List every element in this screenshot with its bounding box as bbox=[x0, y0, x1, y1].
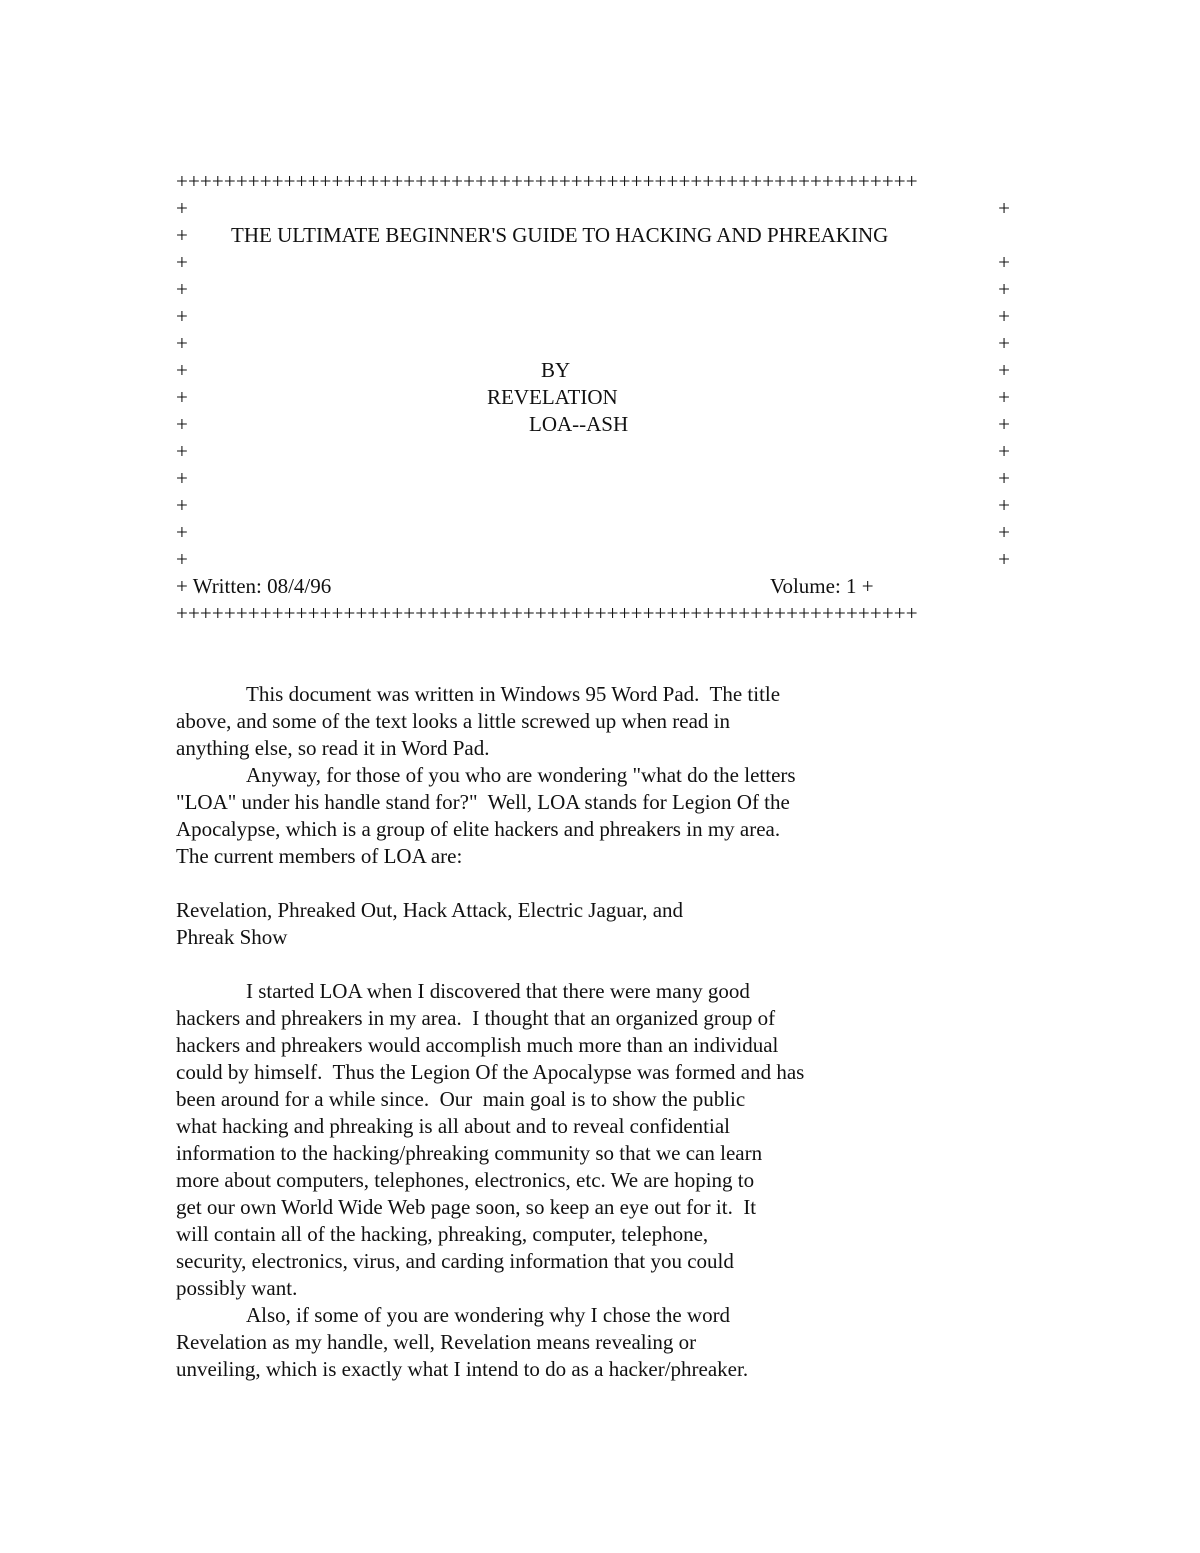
banner-plus-right: + bbox=[998, 277, 1010, 301]
banner-plus-right: + bbox=[998, 520, 1010, 544]
banner-row bbox=[176, 330, 1016, 357]
banner-plus-left: + bbox=[176, 331, 188, 355]
spacer bbox=[176, 627, 1016, 654]
banner-plus-right: + bbox=[998, 250, 1010, 274]
body-line: "LOA" under his handle stand for?" Well, LOA stands for Legion Of the bbox=[176, 790, 790, 814]
banner-row bbox=[176, 249, 1016, 276]
body-line: information to the hacking/phreaking community so that we can learn bbox=[176, 1141, 763, 1165]
banner-plus-right: + bbox=[998, 385, 1010, 409]
written-date: + Written: 08/4/96 bbox=[176, 574, 332, 598]
banner-plus-right: + bbox=[998, 547, 1010, 571]
banner-author-row bbox=[176, 384, 1016, 411]
body-line: will contain all of the hacking, phreaking, computer, telephone, bbox=[176, 1222, 709, 1246]
body-text bbox=[176, 681, 1016, 1383]
body-line: hackers and phreakers in my area. I thought that an organized group of bbox=[176, 1006, 776, 1030]
body-line: Also, if some of you are wondering why I chose the word bbox=[246, 1303, 731, 1327]
banner-plus-right: + bbox=[998, 304, 1010, 328]
body-line: been around for a while since. Our main goal is to show the public bbox=[176, 1087, 746, 1111]
banner-plus-left: + bbox=[176, 385, 188, 409]
body-line: Revelation, Phreaked Out, Hack Attack, Electric Jaguar, and bbox=[176, 898, 684, 922]
banner-plus-right: + bbox=[998, 439, 1010, 463]
banner-plus-left: + bbox=[176, 277, 188, 301]
banner-row bbox=[176, 519, 1016, 546]
body-line: get our own World Wide Web page soon, so keep an eye out for it. It bbox=[176, 1195, 757, 1219]
body-line: Phreak Show bbox=[176, 925, 288, 949]
banner-plus-left: + bbox=[176, 196, 188, 220]
byline-by: BY bbox=[541, 358, 571, 382]
byline-group: LOA--ASH bbox=[529, 412, 629, 436]
body-line bbox=[176, 951, 1016, 978]
banner-plus-left: + bbox=[176, 466, 188, 490]
body-line: could by himself. Thus the Legion Of the Apocalypse was formed and has bbox=[176, 1060, 805, 1084]
banner-plus-right: + bbox=[998, 358, 1010, 382]
banner-plus-right: + bbox=[998, 466, 1010, 490]
body-line: anything else, so read it in Word Pad. bbox=[176, 736, 490, 760]
body-line: The current members of LOA are: bbox=[176, 844, 463, 868]
banner-plus-left: + bbox=[176, 223, 188, 247]
body-line: security, electronics, virus, and carding information that you could bbox=[176, 1249, 734, 1273]
spacer bbox=[176, 654, 1016, 681]
banner-row bbox=[176, 438, 1016, 465]
banner-row bbox=[176, 465, 1016, 492]
banner-row bbox=[176, 303, 1016, 330]
banner-group-row bbox=[176, 411, 1016, 438]
banner-plus-right: + bbox=[998, 196, 1010, 220]
banner-row bbox=[176, 546, 1016, 573]
banner-title-row bbox=[176, 222, 1016, 249]
banner-by-row bbox=[176, 357, 1016, 384]
body-line: Revelation as my handle, well, Revelation means revealing or bbox=[176, 1330, 697, 1354]
banner-plus-left: + bbox=[176, 250, 188, 274]
body-line bbox=[176, 870, 1016, 897]
volume-label: Volume: 1 + bbox=[770, 574, 874, 598]
banner-plus-right: + bbox=[998, 493, 1010, 517]
byline-author: REVELATION bbox=[487, 385, 618, 409]
banner-footer-row bbox=[176, 573, 1016, 600]
body-line: hackers and phreakers would accomplish much more than an individual bbox=[176, 1033, 779, 1057]
body-line: above, and some of the text looks a little screwed up when read in bbox=[176, 709, 730, 733]
body-line: unveiling, which is exactly what I intend to do as a hacker/phreaker. bbox=[176, 1357, 749, 1381]
body-line: I started LOA when I discovered that there were many good bbox=[246, 979, 750, 1003]
banner-plus-left: + bbox=[176, 304, 188, 328]
banner-top-border: ++++++++++++++++++++++++++++++++++++++++++++++++++++++++++++++ bbox=[176, 169, 918, 193]
body-line: Apocalypse, which is a group of elite hackers and phreakers in my area. bbox=[176, 817, 781, 841]
body-line: possibly want. bbox=[176, 1276, 298, 1300]
banner-row bbox=[176, 195, 1016, 222]
banner-plus-left: + bbox=[176, 412, 188, 436]
banner-plus-left: + bbox=[176, 493, 188, 517]
document-title: THE ULTIMATE BEGINNER'S GUIDE TO HACKING AND PHREAKING bbox=[231, 223, 889, 247]
banner-plus-left: + bbox=[176, 358, 188, 382]
body-line: Anyway, for those of you who are wondering "what do the letters bbox=[246, 763, 796, 787]
banner-plus-right: + bbox=[998, 331, 1010, 355]
banner-plus-left: + bbox=[176, 439, 188, 463]
banner-plus-left: + bbox=[176, 547, 188, 571]
document-body bbox=[176, 168, 1016, 1383]
banner-row bbox=[176, 276, 1016, 303]
banner-plus-left: + bbox=[176, 520, 188, 544]
banner-plus-right: + bbox=[998, 412, 1010, 436]
body-line: This document was written in Windows 95 Word Pad. The title bbox=[246, 682, 781, 706]
body-line: more about computers, telephones, electronics, etc. We are hoping to bbox=[176, 1168, 755, 1192]
body-line: what hacking and phreaking is all about and to reveal confidential bbox=[176, 1114, 730, 1138]
banner-row bbox=[176, 492, 1016, 519]
banner-bottom-border: ++++++++++++++++++++++++++++++++++++++++++++++++++++++++++++++ bbox=[176, 601, 918, 625]
